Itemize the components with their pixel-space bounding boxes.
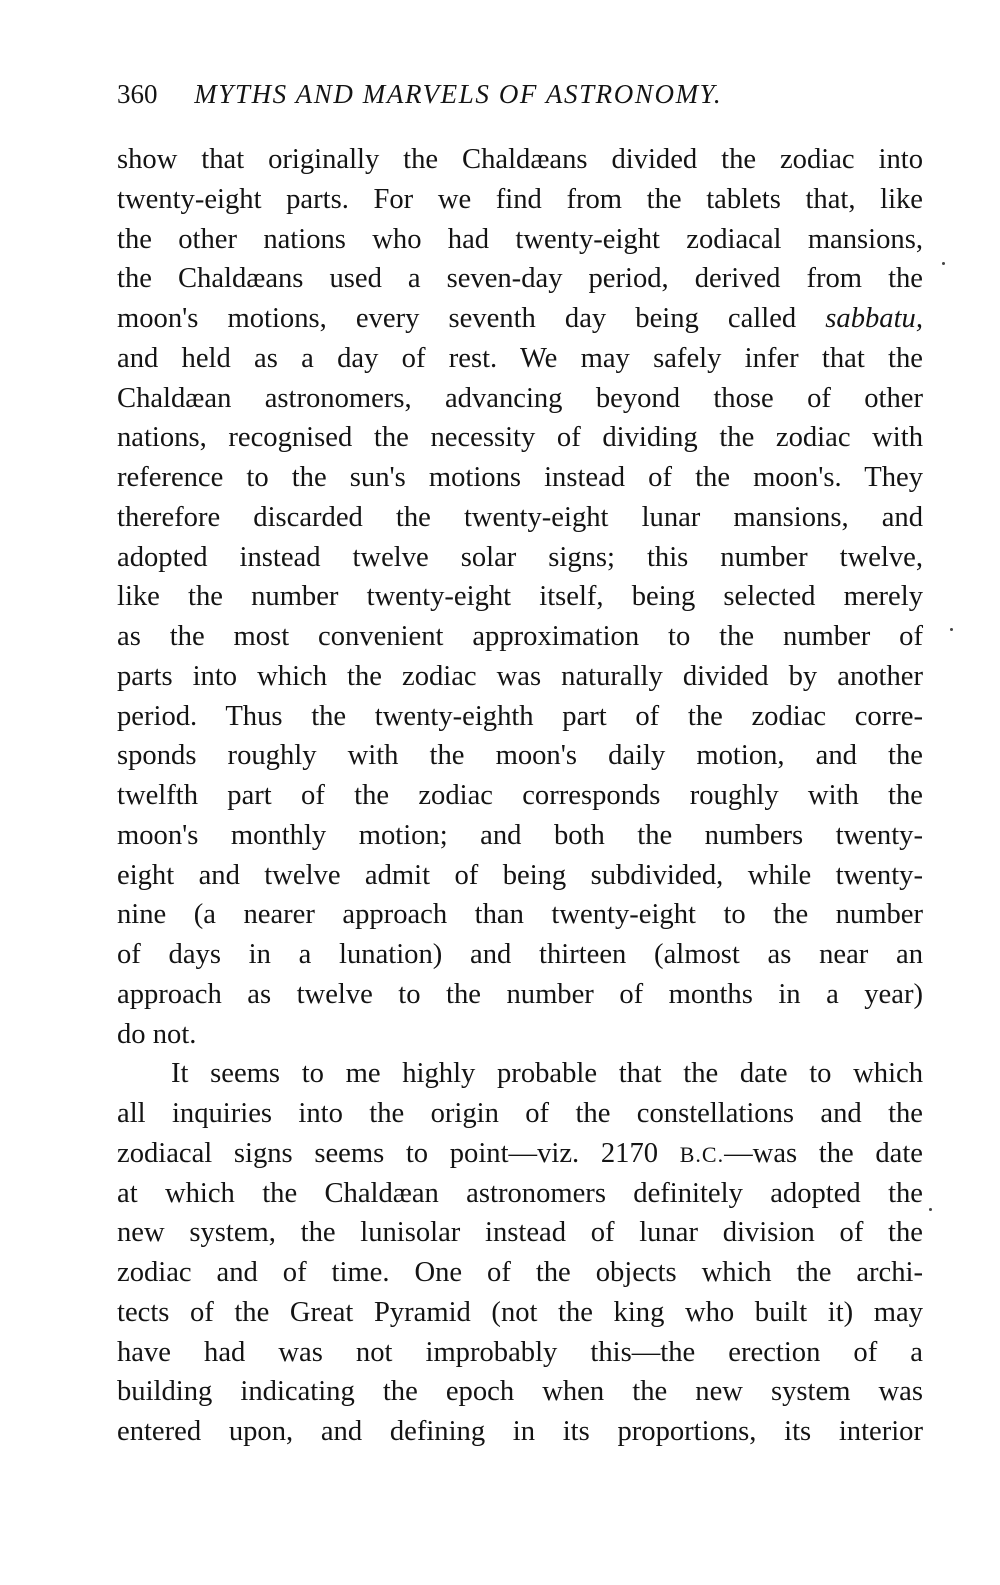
text-line: sponds roughly with the moon's daily motion, and the xyxy=(117,740,923,772)
text-line: building indicating the epoch when the new system was xyxy=(117,1376,923,1408)
text-line: entered upon, and defining in its proportions, its interior xyxy=(117,1416,923,1447)
text-line: eight and twelve admit of being subdivided, while twenty- xyxy=(117,859,923,891)
text-line: twelfth part of the zodiac corresponds roughly with the xyxy=(117,780,923,811)
text-line: parts into which the zodiac was naturally divided by another xyxy=(117,660,923,692)
text-segment: —was the date xyxy=(724,1137,923,1169)
text-line: and held as a day of rest. We may safely infer that the xyxy=(117,342,923,374)
page-header xyxy=(117,74,923,114)
text-line: Chaldæan astronomers, advancing beyond those of other xyxy=(117,382,923,414)
date-value: 2170 xyxy=(600,1137,659,1169)
text-line xyxy=(117,299,923,339)
text-line: do not. xyxy=(117,1018,197,1050)
text-line: the Chaldæans used a seven-day period, derived from the xyxy=(117,263,923,295)
date-era: B.C. xyxy=(679,1141,725,1167)
text-segment: zodiacal signs seems to point—viz. xyxy=(117,1137,580,1169)
text-line: show that originally the Chaldæans divided the zodiac into xyxy=(117,144,923,175)
text-line: at which the Chaldæan astronomers definitely adopted the xyxy=(117,1177,923,1209)
print-speck xyxy=(942,262,945,265)
text-line: approach as twelve to the number of months in a year) xyxy=(117,978,923,1010)
body-text xyxy=(117,140,923,1452)
text-line: moon's monthly motion; and both the numbers twenty- xyxy=(117,819,923,851)
text-line: twenty-eight parts. For we find from the tablets that, like xyxy=(117,183,923,215)
text-line: new system, the lunisolar instead of lunar division of the xyxy=(117,1217,923,1249)
print-speck xyxy=(929,1208,932,1211)
text-line: of days in a lunation) and thirteen (almost as near an xyxy=(117,939,923,970)
text-line: like the number twenty-eight itself, being selected merely xyxy=(117,581,923,613)
text-line: therefore discarded the twenty-eight lunar mansions, and xyxy=(117,501,923,533)
text-line: zodiac and of time. One of the objects which the archi- xyxy=(117,1257,923,1288)
text-line: tects of the Great Pyramid (not the king who built it) may xyxy=(117,1296,923,1328)
print-speck xyxy=(950,628,953,631)
text-line: reference to the sun's motions instead of the moon's. They xyxy=(117,462,923,493)
text-line: nations, recognised the necessity of dividing the zodiac with xyxy=(117,422,923,454)
text-line: have had was not improbably this—the erection of a xyxy=(117,1336,923,1368)
text-line: nine (a nearer approach than twenty-eight to the number xyxy=(117,899,923,931)
page-number: 360 xyxy=(117,79,158,109)
text-segment: moon's motions, every seventh day being called xyxy=(117,303,797,334)
text-line: as the most convenient approximation to the number of xyxy=(117,621,923,652)
text-line: adopted instead twelve solar signs; this number twelve, xyxy=(117,541,923,573)
text-line: It seems to me highly probable that the date to which xyxy=(171,1058,923,1090)
text-line: period. Thus the twenty-eighth part of the zodiac corre- xyxy=(117,700,923,732)
text-line: all inquiries into the origin of the constellations and the xyxy=(117,1098,923,1129)
text-line xyxy=(117,1134,923,1174)
text-line: the other nations who had twenty-eight zodiacal mansions, xyxy=(117,223,923,255)
running-title: MYTHS AND MARVELS OF ASTRONOMY. xyxy=(194,79,723,109)
italic-word-sabbatu: sabbatu, xyxy=(825,303,923,334)
